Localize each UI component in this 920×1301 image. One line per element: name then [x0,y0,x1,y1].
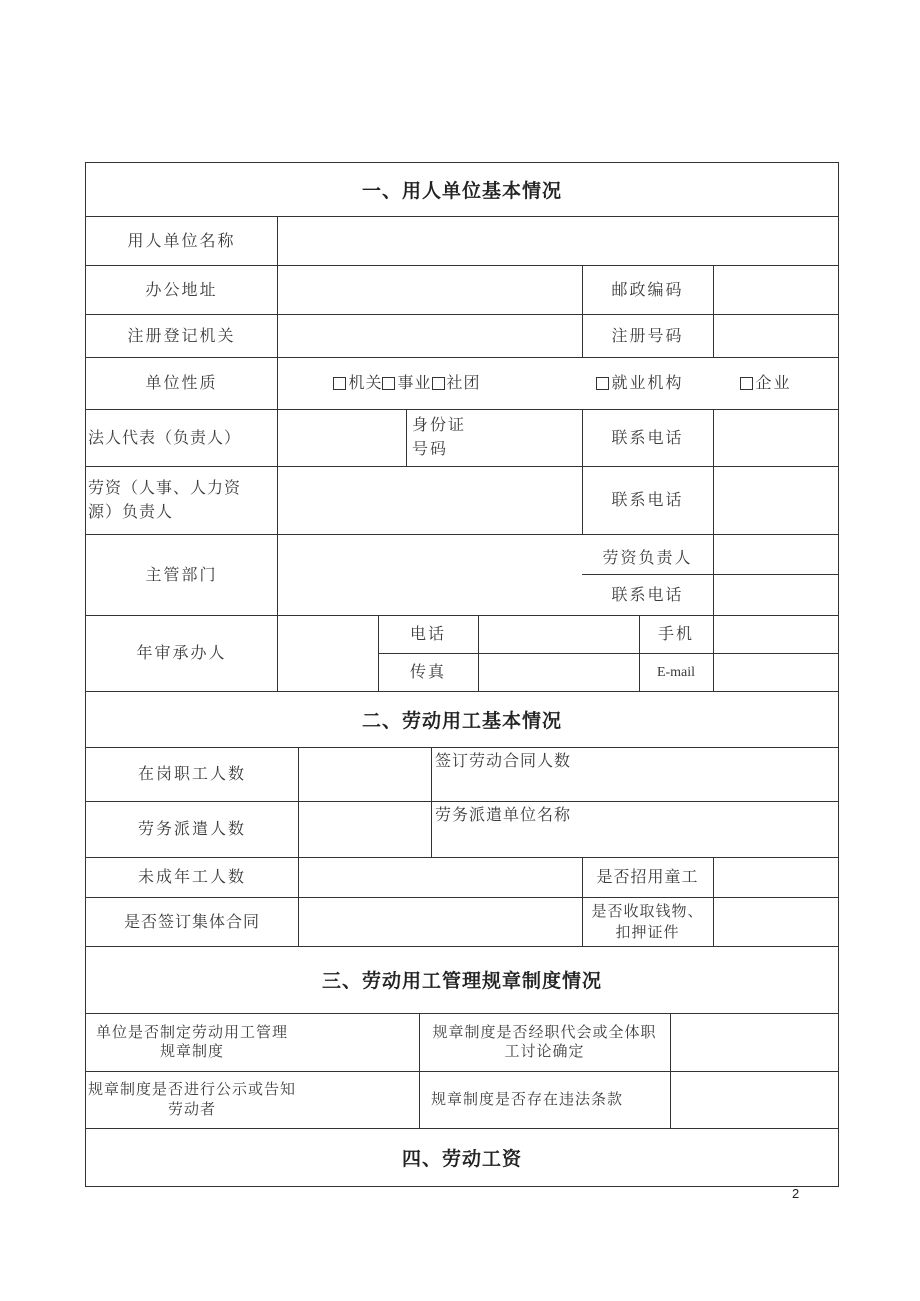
fax-label: 传真 [409,662,446,681]
payroll-head-label: 劳资负责人 [602,548,693,567]
fax-field[interactable] [478,653,639,691]
contracts-signed-label: 签订劳动合同人数 [435,751,572,770]
nature-option-label: 机关 [348,373,383,392]
supervisor-label: 主管部门 [145,564,218,584]
contact-phone-field-2[interactable] [713,466,838,534]
rules-discussed-field[interactable] [670,1013,838,1071]
dispatch-unit-field[interactable] [582,801,838,857]
unit-name-field[interactable] [277,216,838,265]
id-number-label: 身份证号码 [412,415,467,458]
section-title: 四、劳动工资 [401,1147,522,1170]
rules-illegal-label: 规章制度是否存在违法条款 [431,1090,624,1109]
reg-authority-field[interactable] [277,314,582,357]
legal-rep-field[interactable] [277,409,406,466]
contact-phone-label-3: 联系电话 [611,584,684,604]
annual-handler-label: 年审承办人 [136,643,227,662]
checkbox-qiye[interactable] [740,377,753,390]
checkbox-shiye[interactable] [382,377,395,390]
email-field[interactable] [713,653,838,691]
minors-label: 未成年工人数 [137,867,246,886]
rules-made-label: 单位是否制定劳动用工管理规章制度 [95,1022,288,1060]
contact-phone-label: 联系电话 [611,427,684,447]
collective-field[interactable] [298,897,582,946]
checkbox-jiuye[interactable] [596,377,609,390]
contact-phone-label-2: 联系电话 [611,490,684,509]
contact-phone-field[interactable] [713,409,838,466]
nature-option-enterprise [736,357,796,409]
registration-form [85,162,839,1187]
deposits-label: 是否收取钱物、扣押证件 [591,901,704,941]
nature-option-employment [590,357,690,409]
collective-label: 是否签订集体合同 [123,911,260,931]
nature-option-label: 企业 [755,373,792,392]
on-post-field[interactable] [298,747,431,801]
phone-label: 电话 [409,624,446,643]
unit-nature-label: 单位性质 [145,373,218,392]
mobile-label: 手机 [657,624,694,643]
postal-code-field[interactable] [713,265,838,314]
annual-handler-field[interactable] [277,615,378,691]
section-title: 一、用人单位基本情况 [361,180,562,202]
rules-made-field[interactable] [298,1013,419,1071]
id-number-field[interactable] [482,409,582,466]
dispatch-unit-label: 劳务派遣单位名称 [435,805,572,824]
nature-option-label: 社团 [446,373,481,392]
child-labor-label: 是否招用童工 [596,867,699,886]
supervisor-field[interactable] [277,534,582,615]
dispatched-field[interactable] [298,801,431,857]
checkbox-shetuan[interactable] [432,377,445,390]
minors-field[interactable] [298,857,582,897]
dispatched-label: 劳务派遣人数 [137,819,246,838]
contact-phone-field-3[interactable] [713,574,838,615]
nature-options-group-1 [322,357,492,409]
office-address-field[interactable] [277,265,582,314]
reg-number-label: 注册号码 [611,325,684,345]
nature-option-label: 就业机构 [611,373,684,392]
checkbox-jiguan[interactable] [333,377,346,390]
legal-rep-label: 法人代表（负责人） [88,427,242,447]
rules-publicized-label: 规章制度是否进行公示或告知劳动者 [88,1080,297,1118]
contracts-signed-field[interactable] [582,747,838,801]
hr-head-label: 劳资（人事、人力资源）负责人 [88,478,242,521]
reg-number-field[interactable] [713,314,838,357]
office-address-label: 办公地址 [145,279,218,299]
payroll-head-field[interactable] [713,534,838,574]
postal-code-label: 邮政编码 [611,279,684,299]
email-label: E-mail [656,664,696,680]
child-labor-field[interactable] [713,857,838,897]
page-number: 2 [792,1186,800,1201]
hr-head-field[interactable] [277,466,582,534]
on-post-label: 在岗职工人数 [137,764,246,783]
phone-field[interactable] [478,615,639,653]
nature-option-label: 事业 [397,373,432,392]
rules-discussed-label: 规章制度是否经职代会或全体职工讨论确定 [432,1022,657,1060]
reg-authority-label: 注册登记机关 [127,325,236,345]
rules-illegal-field[interactable] [670,1071,838,1128]
mobile-field[interactable] [713,615,838,653]
section-title: 三、劳动用工管理规章制度情况 [321,970,602,992]
rules-publicized-field[interactable] [298,1071,419,1128]
unit-name-label: 用人单位名称 [127,230,236,250]
section-title: 二、劳动用工基本情况 [361,709,562,732]
deposits-field[interactable] [713,897,838,946]
